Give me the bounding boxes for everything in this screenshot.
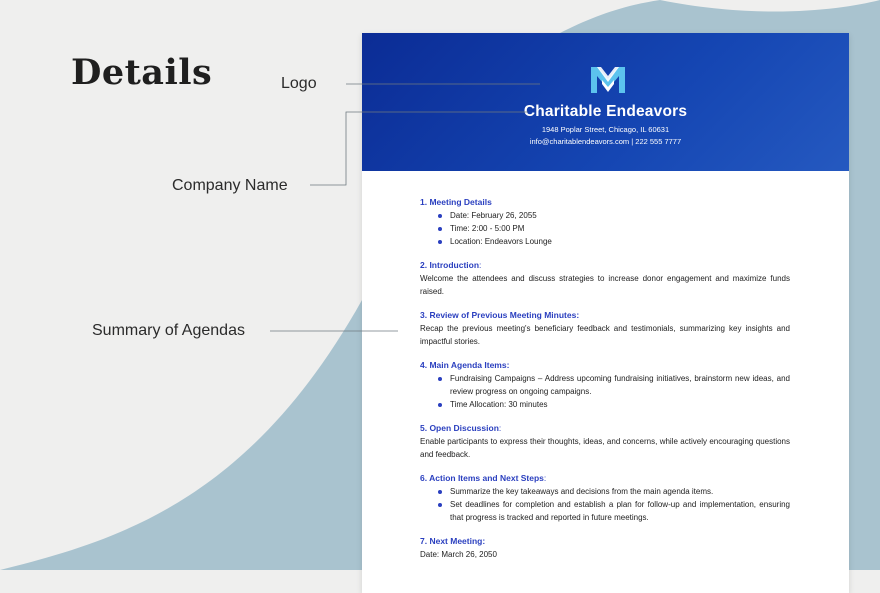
section-action-items: 6. Action Items and Next Steps: Summarize the key takeaways and decisions from the main agenda items. Set deadlines for completion and establish a plan for follow-up and implementation, ensuring that progress is tracked and reported in future meetings.	[420, 473, 790, 522]
list-item: Time: 2:00 - 5:00 PM	[438, 222, 790, 235]
document-header	[362, 33, 849, 171]
section-title: 1. Meeting Details	[420, 197, 492, 207]
section-meeting-details	[420, 196, 790, 248]
section-text: Recap the previous meeting's beneficiary feedback and testimonials, summarizing key insights and impactful stories.	[420, 324, 790, 346]
list-item: Date: February 26, 2055	[438, 209, 790, 222]
list-item: Location: Endeavors Lounge	[438, 235, 790, 248]
callout-logo-label: Logo	[281, 75, 317, 92]
section-title: 5. Open Discussion	[420, 423, 499, 433]
section-review: 3. Review of Previous Meeting Minutes: Recap the previous meeting's beneficiary feedback and testimonials, summarizing key insights and impactful stories.	[420, 310, 790, 346]
list-item: Summarize the key takeaways and decisions from the main agenda items.	[438, 485, 790, 498]
section-text: Welcome the attendees and discuss strategies to increase donor engagement and maximize funds raised.	[420, 274, 790, 296]
company-address: 1948 Poplar Street, Chicago, IL 60631	[541, 125, 670, 134]
callout-summary-label: Summary of Agendas	[92, 322, 245, 339]
agenda-document	[362, 33, 849, 593]
page-heading: Details	[71, 52, 213, 93]
mv-monogram-icon	[589, 63, 627, 95]
company-name: Charitable Endeavors	[523, 103, 688, 120]
list-item: Fundraising Campaigns – Address upcoming fundraising initiatives, brainstorm new ideas, and review progress on ongoing campaigns.	[438, 372, 790, 398]
section-title: 3. Review of Previous Meeting Minutes	[420, 310, 577, 320]
section-text: Enable participants to express their thoughts, ideas, and concerns, while actively encouraging questions and feedback.	[420, 437, 790, 459]
section-title: 6. Action Items and Next Steps	[420, 473, 544, 483]
section-open-discussion: 5. Open Discussion: Enable participants to express their thoughts, ideas, and concerns, while actively encouraging questions and feedback.	[420, 423, 790, 459]
section-introduction: 2. Introduction: Welcome the attendees and discuss strategies to increase donor engagement and maximize funds raised.	[420, 260, 790, 296]
callout-company-name-label: Company Name	[172, 177, 288, 194]
section-text: Date: March 26, 2050	[420, 550, 497, 559]
document-body	[420, 196, 790, 572]
section-next-meeting	[420, 535, 790, 561]
section-main-agenda	[420, 359, 790, 411]
company-contact: info@charitablendeavors.com | 222 555 7777	[529, 137, 682, 146]
section-title: 7. Next Meeting:	[420, 536, 486, 546]
list-item: Time Allocation: 30 minutes	[438, 398, 790, 411]
section-title: 4. Main Agenda Items:	[420, 360, 510, 370]
list-item: Set deadlines for completion and establish a plan for follow-up and implementation, ensuring that progress is tracked and reported in future meetings.	[438, 498, 790, 524]
section-title: 2. Introduction	[420, 260, 480, 270]
